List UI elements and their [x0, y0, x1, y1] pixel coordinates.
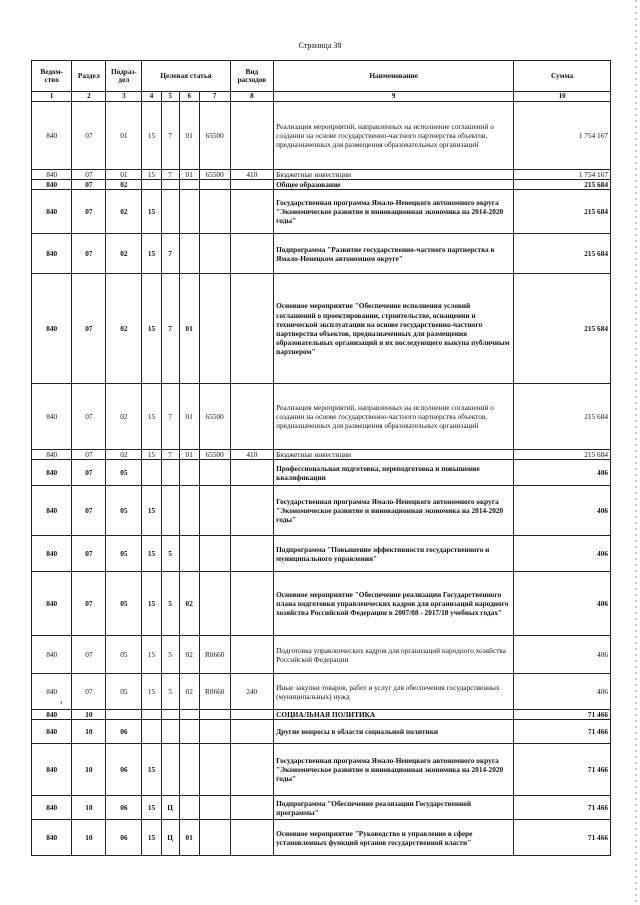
- cell-sum: 215 684: [514, 384, 611, 450]
- table-row: [32, 274, 611, 384]
- cell-razdel: 07: [72, 572, 106, 636]
- cell-target-3: [179, 796, 199, 820]
- cell-target-3: [179, 720, 199, 744]
- cell-target-2: Ц: [161, 820, 179, 856]
- cell-target-2: [161, 180, 179, 190]
- cell-podrazdel: 05: [106, 572, 142, 636]
- cell-vedomstvo: 840: [32, 674, 72, 710]
- cell-sum: 406: [514, 674, 611, 710]
- cell-target-2: 7: [161, 170, 179, 180]
- table-row: [32, 486, 611, 536]
- cell-podrazdel: 06: [106, 820, 142, 856]
- cell-target-4: [199, 820, 230, 856]
- cell-podrazdel: 05: [106, 460, 142, 486]
- cell-sum: 1 754 167: [514, 102, 611, 170]
- cell-target-1: 15: [142, 384, 161, 450]
- col-number: 7: [199, 92, 230, 102]
- cell-sum: 215 684: [514, 180, 611, 190]
- table-row: [32, 450, 611, 460]
- cell-vedomstvo: 840: [32, 180, 72, 190]
- table-row: [32, 384, 611, 450]
- col-number: 3: [106, 92, 142, 102]
- cell-target-4: [199, 710, 230, 720]
- table-body: [32, 102, 611, 856]
- cell-razdel: 07: [72, 536, 106, 572]
- cell-target-4: [199, 796, 230, 820]
- cell-vid-rashodov: [230, 744, 274, 796]
- cell-target-3: [179, 190, 199, 234]
- cell-target-1: 15: [142, 234, 161, 274]
- cell-target-3: [179, 460, 199, 486]
- cell-name: Основное мероприятие "Обеспечение реализации Государственного плана подготовки управленческих кадров для организаций народного хозяйства Российской Федерации в 2007/08 - 2017/18 учебных годах": [274, 572, 514, 636]
- cell-target-1: 15: [142, 820, 161, 856]
- cell-vedomstvo: 840: [32, 486, 72, 536]
- cell-vid-rashodov: [230, 180, 274, 190]
- cell-target-2: [161, 710, 179, 720]
- cell-target-3: 01: [179, 102, 199, 170]
- cell-sum: 406: [514, 486, 611, 536]
- cell-name: Подпрограмма "Повышение эффективности государственного и муниципального управления": [274, 536, 514, 572]
- cell-podrazdel: 02: [106, 190, 142, 234]
- table-row: [32, 796, 611, 820]
- cell-name: Основное мероприятие "Руководство и управление в сфере установленных функций органов государственной власти": [274, 820, 514, 856]
- cell-target-3: 01: [179, 274, 199, 384]
- cell-target-3: 01: [179, 820, 199, 856]
- cell-target-2: 7: [161, 384, 179, 450]
- cell-target-2: [161, 486, 179, 536]
- header-podrazdel: Подраз-дел: [106, 61, 142, 92]
- cell-razdel: 07: [72, 102, 106, 170]
- cell-name: Государственная программа Ямало-Ненецкого автономного округа "Экономическое развитие и инновационная экономика на 2014-2020 годы": [274, 190, 514, 234]
- cell-vid-rashodov: 240: [230, 674, 274, 710]
- cell-target-1: 15: [142, 536, 161, 572]
- cell-target-1: 15: [142, 796, 161, 820]
- cell-target-2: 7: [161, 234, 179, 274]
- table-row: [32, 180, 611, 190]
- cell-vedomstvo: 840: [32, 450, 72, 460]
- cell-vid-rashodov: [230, 102, 274, 170]
- cell-vid-rashodov: [230, 710, 274, 720]
- cell-target-4: R0660: [199, 636, 230, 674]
- header-row: [32, 61, 611, 92]
- col-number: 1: [32, 92, 72, 102]
- cell-razdel: 10: [72, 744, 106, 796]
- page-title: Страница 38: [298, 41, 342, 50]
- table-row: [32, 102, 611, 170]
- table-row: [32, 720, 611, 744]
- cell-vedomstvo: 840: [32, 102, 72, 170]
- cell-target-1: 15: [142, 486, 161, 536]
- cell-target-4: [199, 274, 230, 384]
- cell-target-3: 02: [179, 636, 199, 674]
- header-vid: Вид расходов: [230, 61, 274, 92]
- cell-target-2: 7: [161, 102, 179, 170]
- cell-podrazdel: 05: [106, 636, 142, 674]
- cell-razdel: 07: [72, 274, 106, 384]
- cell-vid-rashodov: [230, 486, 274, 536]
- cell-vedomstvo: 840: [32, 170, 72, 180]
- cell-vid-rashodov: 410: [230, 170, 274, 180]
- table-row: [32, 820, 611, 856]
- cell-razdel: 07: [72, 190, 106, 234]
- cell-name: Профессиональная подготовка, переподготовка и повышение квалификации: [274, 460, 514, 486]
- cell-name: Подпрограмма "Развитие государственно-частного партнерства в Ямало-Ненецком автономном округе": [274, 234, 514, 274]
- cell-target-1: 15: [142, 674, 161, 710]
- cell-target-4: 65500: [199, 450, 230, 460]
- cell-vid-rashodov: [230, 536, 274, 572]
- cell-razdel: 10: [72, 820, 106, 856]
- table-row: [32, 460, 611, 486]
- table-row: [32, 572, 611, 636]
- cell-target-3: [179, 744, 199, 796]
- cell-razdel: 07: [72, 384, 106, 450]
- table-row: [32, 674, 611, 710]
- cell-target-4: [199, 720, 230, 744]
- cell-vedomstvo: 840: [32, 636, 72, 674]
- cell-razdel: 07: [72, 170, 106, 180]
- cell-vedomstvo: 840: [32, 384, 72, 450]
- cell-target-1: 15: [142, 102, 161, 170]
- cell-target-4: [199, 460, 230, 486]
- cell-name: Бюджетные инвестиции: [274, 170, 514, 180]
- cell-target-1: 15: [142, 170, 161, 180]
- cell-target-3: 02: [179, 572, 199, 636]
- cell-target-4: R0660: [199, 674, 230, 710]
- cell-name: Другие вопросы в области социальной политики: [274, 720, 514, 744]
- cell-razdel: 07: [72, 460, 106, 486]
- column-numbers-row: [32, 92, 611, 102]
- cell-target-1: 15: [142, 190, 161, 234]
- cell-target-2: 5: [161, 674, 179, 710]
- cell-podrazdel: 02: [106, 180, 142, 190]
- header-razdel: Раздел: [72, 61, 106, 92]
- cell-podrazdel: 06: [106, 720, 142, 744]
- cell-razdel: 10: [72, 720, 106, 744]
- cell-podrazdel: [106, 710, 142, 720]
- cell-vedomstvo: 840: [32, 710, 72, 720]
- cell-name: Бюджетные инвестиции: [274, 450, 514, 460]
- cell-target-4: [199, 486, 230, 536]
- col-number: 5: [161, 92, 179, 102]
- cell-podrazdel: 05: [106, 486, 142, 536]
- header-celevaya: Целевая статья: [142, 61, 230, 92]
- cell-name: Государственная программа Ямало-Ненецкого автономного округа "Экономическое развитие и инновационная экономика на 2014-2020 годы": [274, 744, 514, 796]
- cell-name: Общее образование: [274, 180, 514, 190]
- header-vedomstvo: Ведом-ство: [32, 61, 72, 92]
- cell-vid-rashodov: [230, 274, 274, 384]
- cell-sum: 406: [514, 460, 611, 486]
- cell-target-4: [199, 190, 230, 234]
- cell-podrazdel: 06: [106, 796, 142, 820]
- cell-sum: 215 684: [514, 450, 611, 460]
- table-row: [32, 710, 611, 720]
- cell-podrazdel: 06: [106, 744, 142, 796]
- cell-razdel: 07: [72, 636, 106, 674]
- cell-name: Подготовка управленческих кадров для организаций народного хозяйства Российской Федерации: [274, 636, 514, 674]
- cell-vedomstvo: 840: [32, 460, 72, 486]
- cell-razdel: 07: [72, 180, 106, 190]
- cell-target-1: [142, 720, 161, 744]
- cell-target-2: [161, 460, 179, 486]
- cell-target-2: 5: [161, 572, 179, 636]
- cell-sum: 215 684: [514, 234, 611, 274]
- cell-razdel: 07: [72, 450, 106, 460]
- cell-target-2: [161, 720, 179, 744]
- cell-razdel: 07: [72, 674, 106, 710]
- cell-vedomstvo: 840: [32, 796, 72, 820]
- cell-target-1: 15: [142, 744, 161, 796]
- cell-target-2: Ц: [161, 796, 179, 820]
- cell-vedomstvo: 840: [32, 720, 72, 744]
- cell-podrazdel: 02: [106, 234, 142, 274]
- cell-vedomstvo: 840: [32, 820, 72, 856]
- budget-table: [31, 60, 611, 856]
- col-number: 4: [142, 92, 161, 102]
- cell-target-2: 5: [161, 636, 179, 674]
- cell-name: Иные закупки товаров, работ и услуг для обеспечения государственных (муниципальных) нужд: [274, 674, 514, 710]
- cell-podrazdel: 02: [106, 450, 142, 460]
- cell-target-4: 65500: [199, 384, 230, 450]
- cell-target-4: [199, 536, 230, 572]
- cell-target-2: [161, 744, 179, 796]
- col-number: 10: [514, 92, 611, 102]
- cell-target-3: 02: [179, 674, 199, 710]
- cell-vid-rashodov: 410: [230, 450, 274, 460]
- cell-target-4: [199, 234, 230, 274]
- cell-vid-rashodov: [230, 796, 274, 820]
- cell-sum: 406: [514, 636, 611, 674]
- cell-target-3: [179, 180, 199, 190]
- cell-podrazdel: 02: [106, 384, 142, 450]
- table-row: [32, 744, 611, 796]
- cell-sum: 406: [514, 572, 611, 636]
- cell-target-3: 01: [179, 170, 199, 180]
- col-number: 2: [72, 92, 106, 102]
- cell-sum: 71 466: [514, 720, 611, 744]
- cell-vid-rashodov: [230, 636, 274, 674]
- header-sum: Сумма: [514, 61, 611, 92]
- cell-target-1: 15: [142, 450, 161, 460]
- cell-target-4: [199, 180, 230, 190]
- col-number: 6: [179, 92, 199, 102]
- cell-sum: 215 684: [514, 190, 611, 234]
- cell-target-4: [199, 572, 230, 636]
- cell-target-1: [142, 460, 161, 486]
- cell-sum: 406: [514, 536, 611, 572]
- cell-target-1: 15: [142, 274, 161, 384]
- cell-name: Основное мероприятие "Обеспечение исполнения условий соглашений о проектировании, строительстве, оснащении и технической эксплуатации на основе государственно-частного партнерства объектов, предназначенных для размещения образовательных организаций и их последующего выкупа публичным партнером": [274, 274, 514, 384]
- cell-sum: 71 466: [514, 820, 611, 856]
- cell-sum: 71 466: [514, 710, 611, 720]
- cell-razdel: 10: [72, 796, 106, 820]
- cell-vedomstvo: 840: [32, 536, 72, 572]
- margin-mark: ‹: [60, 697, 63, 707]
- cell-razdel: 10: [72, 710, 106, 720]
- cell-vedomstvo: 840: [32, 572, 72, 636]
- cell-name: Государственная программа Ямало-Ненецкого автономного округа "Экономическое развитие и инновационная экономика на 2014-2020 годы": [274, 486, 514, 536]
- col-number: 9: [274, 92, 514, 102]
- cell-target-4: 65500: [199, 170, 230, 180]
- cell-target-1: 15: [142, 636, 161, 674]
- cell-vid-rashodov: [230, 820, 274, 856]
- cell-target-1: 15: [142, 572, 161, 636]
- cell-target-3: 01: [179, 384, 199, 450]
- cell-name: Подпрограмма "Обеспечение реализации Государственной программы": [274, 796, 514, 820]
- cell-target-4: [199, 744, 230, 796]
- cell-vedomstvo: 840: [32, 234, 72, 274]
- cell-sum: 215 684: [514, 274, 611, 384]
- cell-name: Реализация мероприятий, направленных на исполнение соглашений о создании на основе государственно-частного партнерства объектов, предназначенных для размещения образовательных организаций: [274, 102, 514, 170]
- cell-name: СОЦИАЛЬНАЯ ПОЛИТИКА: [274, 710, 514, 720]
- cell-name: Реализация мероприятий, направленных на исполнение соглашений о создании на основе государственно-частного партнерства объектов, предназначенных для размещения образовательных организаций: [274, 384, 514, 450]
- cell-podrazdel: 05: [106, 674, 142, 710]
- table-row: [32, 190, 611, 234]
- cell-sum: 71 466: [514, 796, 611, 820]
- cell-vedomstvo: 840: [32, 190, 72, 234]
- cell-target-2: [161, 190, 179, 234]
- cell-vid-rashodov: [230, 190, 274, 234]
- cell-vid-rashodov: [230, 234, 274, 274]
- cell-vid-rashodov: [230, 720, 274, 744]
- cell-target-3: [179, 536, 199, 572]
- cell-target-3: 01: [179, 450, 199, 460]
- header-name: Наименование: [274, 61, 514, 92]
- cell-sum: 1 754 167: [514, 170, 611, 180]
- table-row: [32, 234, 611, 274]
- table-row: [32, 636, 611, 674]
- col-number: 8: [230, 92, 274, 102]
- table-row: [32, 536, 611, 572]
- cell-target-2: 7: [161, 450, 179, 460]
- cell-podrazdel: 02: [106, 274, 142, 384]
- cell-target-1: [142, 710, 161, 720]
- cell-target-3: [179, 710, 199, 720]
- cell-vid-rashodov: [230, 460, 274, 486]
- cell-target-3: [179, 486, 199, 536]
- cell-vid-rashodov: [230, 572, 274, 636]
- cell-target-1: [142, 180, 161, 190]
- cell-target-2: 5: [161, 536, 179, 572]
- cell-vedomstvo: 840: [32, 744, 72, 796]
- cell-podrazdel: 01: [106, 170, 142, 180]
- cell-razdel: 07: [72, 234, 106, 274]
- cell-podrazdel: 05: [106, 536, 142, 572]
- cell-target-2: 7: [161, 274, 179, 384]
- scan-edge: [635, 0, 637, 905]
- cell-razdel: 07: [72, 486, 106, 536]
- table-row: [32, 170, 611, 180]
- cell-target-4: 65500: [199, 102, 230, 170]
- cell-podrazdel: 01: [106, 102, 142, 170]
- cell-vid-rashodov: [230, 384, 274, 450]
- cell-sum: 71 466: [514, 744, 611, 796]
- cell-vedomstvo: 840: [32, 274, 72, 384]
- cell-target-3: [179, 234, 199, 274]
